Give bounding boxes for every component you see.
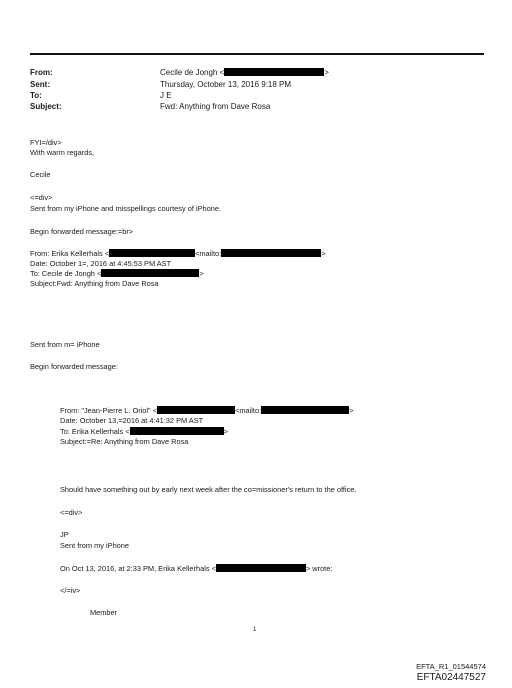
body-line: </=iv> xyxy=(60,586,81,595)
forward2-from-text: From: "Jean-Pierre L. Oriol" < xyxy=(60,406,158,415)
subject-label: Subject: xyxy=(30,102,62,111)
forward1-subject: Subject:Fwd: Anything from Dave Rosa xyxy=(30,279,159,288)
redaction-bar xyxy=(221,249,321,257)
redaction-bar xyxy=(261,406,349,414)
forward1-mailto: <mailto: xyxy=(195,249,222,258)
forward2-date: Date: October 13,=2016 at 4:41:32 PM AST xyxy=(60,416,204,425)
body-line: JP xyxy=(60,530,69,539)
body-line: Begin forwarded message: xyxy=(30,362,118,371)
body-line: Sent from my iPhone and misspellings courtesy of iPhone. xyxy=(30,204,222,213)
body-line: Should have something out by early next week after the co=missioner's return to the office. xyxy=(60,485,357,494)
bates-stamp-top: EFTA_R1_01544574 xyxy=(416,662,486,671)
body-line: Cecile xyxy=(30,170,51,179)
forward1-close: > xyxy=(321,249,326,258)
body-line: Member xyxy=(90,608,118,617)
body-line xyxy=(60,564,332,573)
from-label: From: xyxy=(30,68,53,77)
forward1-to-text: To: Cecile de Jongh < xyxy=(30,269,102,278)
from-value xyxy=(160,68,329,78)
forward2-to-text: To: Erika Kellerhals < xyxy=(60,427,130,436)
redaction-bar xyxy=(109,249,195,257)
body-line: With warm regards, xyxy=(30,148,95,157)
redaction-bar xyxy=(101,269,199,277)
forward2-close: > xyxy=(349,406,354,415)
bates-stamp-bottom: EFTA02447527 xyxy=(416,672,486,683)
body-line: <=div> xyxy=(30,193,53,202)
forward2-mailto: <mailto: xyxy=(235,406,262,415)
body-line: FYI=/div> xyxy=(30,138,62,147)
body-line: Sent from my iPhone xyxy=(60,541,130,550)
forward1-to xyxy=(30,269,204,278)
to-label: To: xyxy=(30,91,42,100)
body-line: Begin forwarded message:=br> xyxy=(30,227,134,236)
reply-intro: On Oct 13, 2016, at 2:33 PM, Erika Kellerhals < xyxy=(60,564,216,573)
forward1-date: Date: October 1=, 2016 at 4:45:53 PM AST xyxy=(30,259,172,268)
body-line: <=div> xyxy=(60,508,83,517)
forward2-subject: Subject:=Re: Anything from Dave Rosa xyxy=(60,437,189,446)
forward2-to xyxy=(60,427,228,436)
redaction-bar xyxy=(216,564,306,572)
to-value: J E xyxy=(160,91,172,100)
redaction-bar xyxy=(224,68,324,76)
redaction-bar xyxy=(130,427,224,435)
page-number: 1 xyxy=(253,627,257,633)
subject-value: Fwd: Anything from Dave Rosa xyxy=(160,102,271,111)
forward1-from xyxy=(30,249,326,258)
body-line: Sent from m= iPhone xyxy=(30,340,100,349)
from-close: > xyxy=(324,68,329,77)
forward2-from xyxy=(60,406,353,415)
redaction-bar xyxy=(157,406,235,414)
header-rule xyxy=(30,53,484,55)
sent-value: Thursday, October 13, 2016 9:18 PM xyxy=(160,80,292,89)
from-name: Cecile de Jongh < xyxy=(160,68,225,77)
forward2-to-close: > xyxy=(223,427,228,436)
sent-label: Sent: xyxy=(30,80,50,89)
reply-wrote: > wrote: xyxy=(305,564,333,573)
forward1-from-text: From: Erika Kellerhals < xyxy=(30,249,110,258)
forward1-to-close: > xyxy=(199,269,204,278)
